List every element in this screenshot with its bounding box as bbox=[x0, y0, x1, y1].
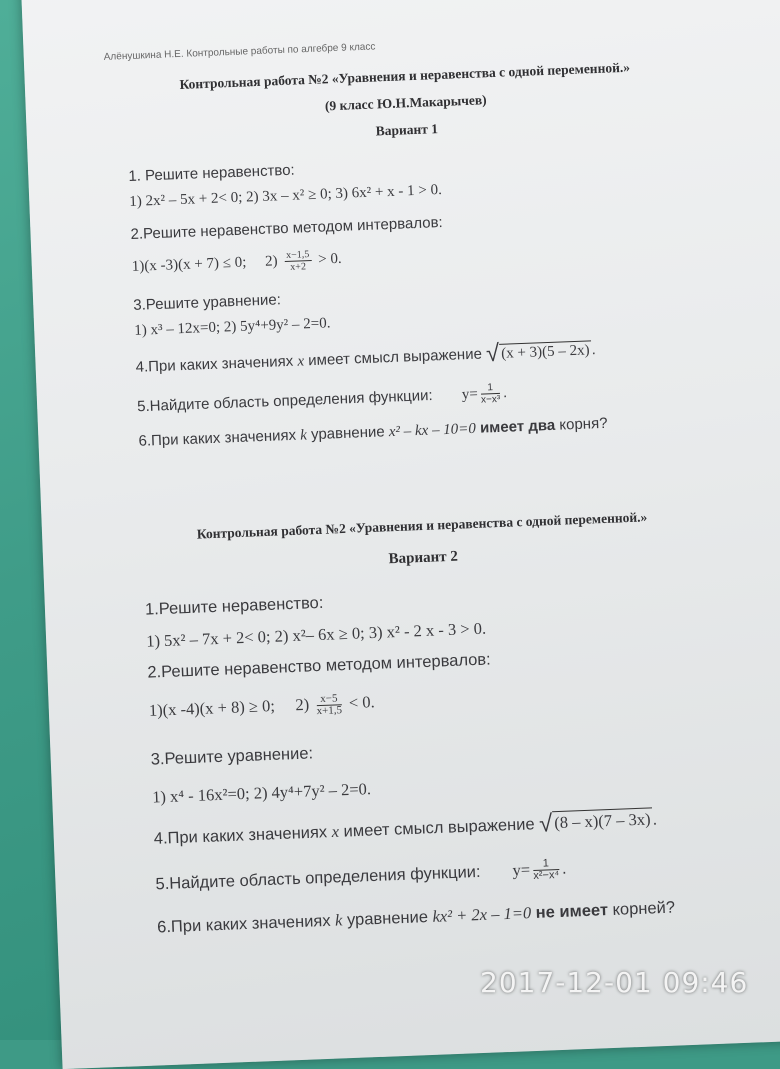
v2-q5-end: . bbox=[561, 859, 567, 878]
v2-q5-numerator: 1 bbox=[533, 858, 559, 871]
v1-q6 bbox=[138, 415, 608, 451]
v1-q6-prefix: 6.При каких значениях bbox=[138, 426, 297, 450]
v1-q6-end: корня? bbox=[559, 414, 608, 434]
v1-q4-variable: x bbox=[297, 353, 305, 370]
worksheet-content bbox=[20, 0, 780, 1069]
v2-q3-items bbox=[152, 779, 371, 807]
v2-heading: Вариант 2 bbox=[388, 548, 459, 568]
v1-q1-items bbox=[129, 182, 442, 211]
v2-q4-variable: x bbox=[331, 821, 340, 842]
v2-q5-fraction bbox=[533, 858, 560, 882]
v2-q4-middle: имеет смысл выражение bbox=[343, 815, 535, 841]
v1-q5-denominator: x−x³ bbox=[480, 393, 501, 406]
v1-q6-equation: x² – kx – 10=0 bbox=[388, 420, 477, 441]
v1-q5-end: . bbox=[502, 384, 508, 402]
v2-q6-bold: не имеет bbox=[535, 901, 609, 922]
v2-q2a: 1)(x -4)(x + 8) ≥ 0; bbox=[148, 696, 276, 720]
v2-q4-prefix: 4.При каких значениях bbox=[153, 823, 328, 848]
photo-timestamp: 2017-12-01 09:46 bbox=[480, 966, 749, 999]
v1-q3b: 2) 5y⁴+9y² – 2=0. bbox=[223, 315, 331, 336]
v1-q4-radicand: (x + 3)(5 – 2x) bbox=[499, 340, 592, 362]
v2-q2-items bbox=[149, 692, 376, 724]
v2-q6 bbox=[157, 898, 676, 938]
v1-q5-y: y= bbox=[461, 386, 479, 403]
source-header: Алёнушкина Н.Е. Контрольные работы по алгебре 9 класс bbox=[103, 41, 376, 63]
v1-q2b-fraction bbox=[284, 249, 312, 273]
v2-q1b: 2) x²– 6x ≥ 0; bbox=[274, 623, 366, 646]
v1-q4 bbox=[135, 336, 596, 382]
v2-q6-variable: k bbox=[334, 910, 343, 930]
v2-q6-end: корней? bbox=[612, 898, 676, 919]
paper-sheet bbox=[20, 0, 780, 1069]
v1-q1: 1. Решите неравенство: bbox=[128, 161, 296, 185]
v1-q2b-denominator: x+2 bbox=[290, 261, 307, 273]
v1-q6-variable: k bbox=[299, 427, 308, 444]
v1-q4-end: . bbox=[591, 341, 597, 359]
v2-q2: 2.Решите неравенство методом интервалов: bbox=[147, 650, 492, 682]
v2-q2b-suffix: < 0. bbox=[348, 692, 376, 713]
v2-q5-denominator: x²−x⁴ bbox=[533, 868, 560, 882]
v1-q2-items bbox=[131, 248, 342, 279]
v2-q5-text: 5.Найдите область определения функции: bbox=[155, 862, 481, 894]
v1-q6-bold: имеет два bbox=[479, 416, 556, 437]
v1-q2: 2.Решите неравенство методом интервалов: bbox=[130, 213, 443, 243]
v2-q4 bbox=[153, 806, 657, 853]
v1-q1c: 3) 6x² + x - 1 > 0. bbox=[335, 181, 443, 203]
v1-q2b-numerator: x−1,5 bbox=[284, 249, 312, 262]
v2-q4-end: . bbox=[652, 810, 658, 829]
v2-q3b: 2) 4y⁴+7y² – 2=0. bbox=[253, 779, 372, 803]
v1-q5-fraction bbox=[480, 382, 500, 406]
v1-title: Контрольная работа №2 «Уравнения и неравенства с одной переменной.» bbox=[179, 59, 631, 92]
v2-q5-y: y= bbox=[512, 859, 531, 880]
v2-q2b-fraction bbox=[316, 693, 342, 717]
v2-q1a: 1) 5x² – 7x + 2< 0; bbox=[145, 626, 271, 651]
v1-q3a: 1) x³ – 12x=0; bbox=[134, 319, 221, 339]
sqrt-icon: √ bbox=[538, 810, 553, 838]
v2-q2b-numerator: x−5 bbox=[316, 693, 342, 706]
v1-q1b: 2) 3x – x² ≥ 0; bbox=[245, 186, 333, 206]
v2-q5 bbox=[155, 858, 567, 897]
v1-q5 bbox=[137, 382, 508, 419]
v2-title: Контрольная работа №2 «Уравнения и неравенства с одной переменной.» bbox=[196, 509, 648, 542]
v2-q2b-denominator: x+1,5 bbox=[316, 704, 343, 718]
v2-q4-radicand: (8 – x)(7 – 3x) bbox=[552, 808, 653, 833]
v2-q2b-prefix: 2) bbox=[295, 694, 310, 715]
v2-q6-prefix: 6.При каких значениях bbox=[156, 911, 331, 937]
v1-q1a: 1) 2x² – 5x + 2< 0; bbox=[129, 189, 243, 210]
sqrt-icon: √ bbox=[485, 339, 500, 368]
v1-q2b-suffix: > 0. bbox=[317, 250, 342, 268]
v1-q6-middle: уравнение bbox=[310, 423, 385, 444]
v2-q6-middle: уравнение bbox=[346, 908, 429, 930]
v2-q1c: 3) x² - 2 x - 3 > 0. bbox=[368, 618, 487, 643]
v1-subtitle: (9 класс Ю.Н.Макарычев) bbox=[324, 92, 487, 114]
v2-q6-equation: kx² + 2x – 1=0 bbox=[432, 903, 532, 926]
v1-q4-middle: имеет смысл выражение bbox=[307, 345, 483, 370]
v1-q3: 3.Решите уравнение: bbox=[133, 291, 282, 314]
v1-q5-numerator: 1 bbox=[480, 382, 500, 395]
v2-q1: 1.Решите неравенство: bbox=[144, 593, 324, 619]
v2-q3: 3.Решите уравнение: bbox=[150, 744, 314, 769]
v1-q4-prefix: 4.При каких значениях bbox=[135, 352, 294, 376]
v1-q2b-prefix: 2) bbox=[264, 253, 278, 270]
v1-q3-items bbox=[134, 315, 331, 340]
v2-q3a: 1) x⁴ - 16x²=0; bbox=[151, 783, 250, 807]
v1-heading: Вариант 1 bbox=[375, 121, 439, 139]
v2-q1-items bbox=[146, 619, 487, 652]
v1-q2a: 1)(x -3)(x + 7) ≤ 0; bbox=[131, 254, 247, 275]
v1-q5-text: 5.Найдите область определения функции: bbox=[136, 386, 433, 416]
